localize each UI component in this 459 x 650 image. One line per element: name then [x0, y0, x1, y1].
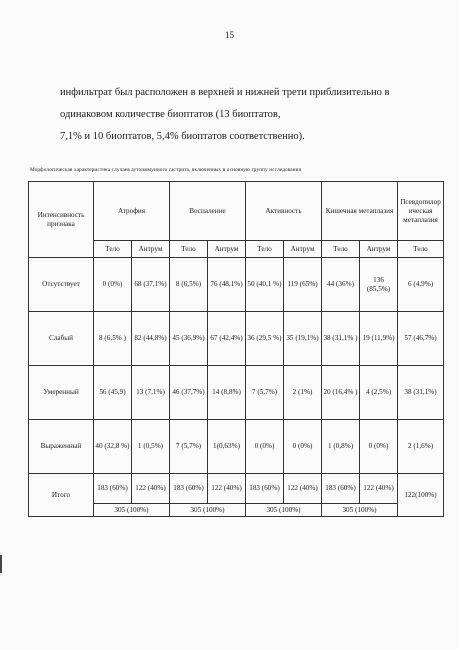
table-cell: 14 (8,8%)	[208, 366, 246, 420]
header-intensity: Интенсивность признака	[29, 182, 94, 258]
table-cell: 13 (7,1%)	[132, 366, 170, 420]
table-cell: 122 (40%)	[132, 474, 170, 504]
sum-cell: 305 (100%)	[246, 504, 322, 517]
paragraph-line-1: инфильтрат был расположен в верхней и нижней трети приблизительно в	[60, 87, 390, 98]
table-cell: 1(0,63%)	[208, 420, 246, 474]
table-cell: 68 (37,1%)	[132, 258, 170, 312]
table-cell: 57 (46,7%)	[398, 312, 444, 366]
table-cell: 183 (60%)	[246, 474, 284, 504]
scan-edge-mark	[0, 555, 2, 573]
table-cell: 122(100%)	[398, 474, 444, 517]
row-label: Итого	[29, 474, 94, 517]
table-cell: 20 (16,4% )	[322, 366, 360, 420]
header-activity: Активность	[246, 182, 322, 241]
header-pseudopyloric-metaplasia: Псевдопилорическая метаплазия	[398, 182, 444, 241]
table-cell: 82 (44,8%)	[132, 312, 170, 366]
table-cell: 50 (40,1 %)	[246, 258, 284, 312]
table-cell: 183 (60%)	[94, 474, 132, 504]
table-row	[29, 420, 444, 474]
row-label: Умеренный	[29, 366, 94, 420]
table-cell: 119 (65%)	[284, 258, 322, 312]
table-cell: 38 (31,1% )	[322, 312, 360, 366]
table-cell: 44 (36%)	[322, 258, 360, 312]
table-cell: 122 (40%)	[360, 474, 398, 504]
table-caption: Морфологическая характеристика случаев аутоиммунного гастрита, включенных в основную группу исследования	[30, 167, 302, 173]
row-label: Отсутствует	[29, 258, 94, 312]
table-cell: 19 (11,9%)	[360, 312, 398, 366]
table-row-total	[29, 474, 444, 504]
table-cell: 2 (1,6%)	[398, 420, 444, 474]
subheader-cell: Антрум	[360, 241, 398, 258]
page-number: 15	[225, 30, 234, 40]
table-cell: 0 (0%)	[246, 420, 284, 474]
subheader-cell: Антрум	[284, 241, 322, 258]
table-cell: 1 (0,8%)	[322, 420, 360, 474]
table-cell: 122 (40%)	[208, 474, 246, 504]
table-row	[29, 366, 444, 420]
sum-cell: 305 (100%)	[94, 504, 170, 517]
header-inflammation: Воспаление	[170, 182, 246, 241]
header-atrophy: Атрофия	[94, 182, 170, 241]
table-cell: 0 (0%)	[360, 420, 398, 474]
subheader-cell: Антрум	[132, 241, 170, 258]
subheader-cell: Тело	[170, 241, 208, 258]
sum-cell: 305 (100%)	[322, 504, 398, 517]
subheader-cell: Тело	[322, 241, 360, 258]
table-cell: 7 (5,7%)	[246, 366, 284, 420]
table-cell: 36 (29,5 %)	[246, 312, 284, 366]
table-row	[29, 258, 444, 312]
table-cell: 0 (0%)	[94, 258, 132, 312]
table-cell: 7 (5,7%)	[170, 420, 208, 474]
paragraph-line-2: одинаковом количестве биоптатов (13 биоптатов,	[60, 109, 281, 120]
subheader-cell: Тело	[398, 241, 444, 258]
table-cell: 35 (19,1%)	[284, 312, 322, 366]
sum-cell: 305 (100%)	[170, 504, 246, 517]
table-cell: 40 (32,8 %)	[94, 420, 132, 474]
table-cell: 183 (60%)	[170, 474, 208, 504]
subheader-cell: Тело	[94, 241, 132, 258]
table-cell: 67 (42,4%)	[208, 312, 246, 366]
table-cell: 56 (45,9)	[94, 366, 132, 420]
subheader-cell: Антрум	[208, 241, 246, 258]
table-cell: 76 (48,1%)	[208, 258, 246, 312]
table-cell: 45 (36,9%)	[170, 312, 208, 366]
table-cell: 183 (60%)	[322, 474, 360, 504]
morphology-table	[28, 181, 444, 517]
table-cell: 46 (37,7%)	[170, 366, 208, 420]
table-cell: 4 (2,5%)	[360, 366, 398, 420]
table-cell: 8 (6,5% )	[94, 312, 132, 366]
paragraph-line-3: 7,1% и 10 биоптатов, 5,4% биоптатов соответственно).	[60, 131, 305, 142]
subheader-cell: Тело	[246, 241, 284, 258]
table-row	[29, 312, 444, 366]
table-cell: 122 (40%)	[284, 474, 322, 504]
row-label: Слабый	[29, 312, 94, 366]
table-cell: 2 (1%)	[284, 366, 322, 420]
table-cell: 136 (85,5%)	[360, 258, 398, 312]
table-cell: 1 (0,5%)	[132, 420, 170, 474]
row-label: Выраженный	[29, 420, 94, 474]
table-cell: 6 (4,9%)	[398, 258, 444, 312]
table-cell: 38 (31,1%)	[398, 366, 444, 420]
header-intestinal-metaplasia: Кишечная метаплазия	[322, 182, 398, 241]
table-cell: 0 (0%)	[284, 420, 322, 474]
table-cell: 8 (6,5%)	[170, 258, 208, 312]
